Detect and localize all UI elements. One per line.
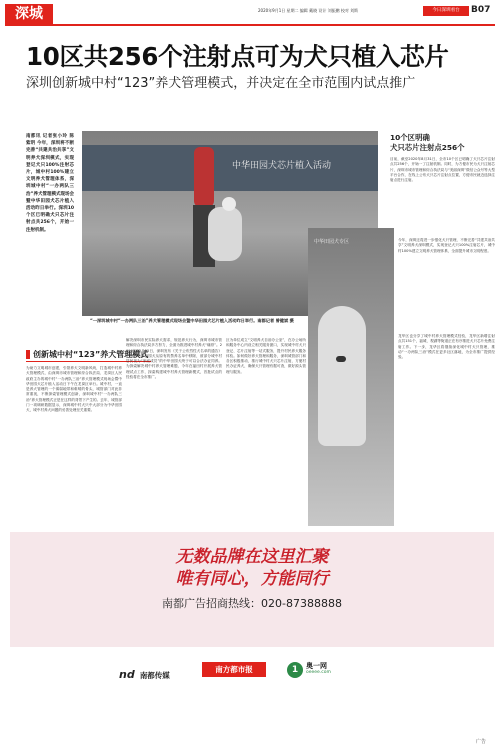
section2-heading-line2: 犬只芯片注射点256个 (390, 143, 465, 152)
subheadline: 深圳创新城中村“123”养犬管理模式，并决定在全市范围内试点推广 (26, 76, 416, 91)
section1-col1: 为助力文明城市创建，引领养犬文明新风尚，打造城中村养犬管理模式，由深圳市城市管理和综合执法局、龙岗区人民政府主办的城中村“一办两队三治”养犬管理模式现场会暨中华田园犬芯片植入活动日下午在龙岗区举行。城中村，一直是养犬管理的一个薄弱地带和难啃的骨头，城管部门对此非常重视，不断探索管理模式创新，深圳城中村“一办两队三治”养犬管理模式正是在这样的背景下产生的。去年，城管部门一项调研数据显示，深圳城中村犬只中大部分为中华田园犬，城中村养犬问题的妥善处理至关重要。 (26, 366, 122, 413)
ad-hotline: 南都广告招商热线：020-87388888 (162, 597, 342, 610)
section1-heading: 创新城中村“123”养犬管理模式 (33, 350, 149, 359)
section2-text-a: 目前，截至2020年8月31日，全市10个区已明确了犬只芯片注射点共256个，开始一了注射机制。同时，为方便市民为犬只注射芯片，深圳市城市管理和综合执法局与“美丽深圳”微信公众号等大型平台合作，在线上公布犬只芯片注射点位置，方便市民就近选择注射点进行注射。 (390, 157, 495, 183)
logo1-text: 南都传媒 (139, 671, 170, 680)
nd-icon: nd (119, 668, 135, 681)
page-number: B07 (471, 5, 491, 15)
logo-nandu-media (119, 663, 199, 681)
page-badge: 今日深圳看台 (423, 6, 469, 16)
logo3-text: 奥一网 (306, 662, 327, 670)
photo2-sign: 中华田园犬专区 (314, 239, 350, 245)
section2-text-c: 龙华区也分享了城中村养犬管理模式经验，龙华区新增注射点共151个，福城、观湖等街道正在有序推进犬只芯片免费注射工作。下一步，龙华区将继续深化城中村犬只管理，推动“一办两队三治”模式在更多社区落地，为全市推广提供经验。 (398, 334, 495, 360)
headline: 10区共256个注射点可为犬只植入芯片 (26, 42, 449, 71)
lead-block (26, 133, 74, 234)
logo-oeeee (287, 660, 347, 682)
finger-figure (318, 306, 366, 446)
header-rule (5, 24, 495, 26)
footer-corner: 广告 (476, 739, 487, 745)
ad-block (10, 532, 494, 647)
section-tag: 深城 (5, 4, 53, 24)
section1-col3: 区为单位成立“文明养犬自治办公室”，在办公场所和服务中心内设立相关服务窗口，实现城中村犬只登记、芯片注射等一站式服务，提升村民养犬服务体验。如何做好养犬管理和服务，深圳城管部门和各区积极推动，推行城中村犬只芯片注射，方便村民办证养犬，确保犬只管理有据可查，做好源头管理与服务。 (226, 338, 306, 374)
photo-caption: “一深圳城中村“一办两队三治”养犬管理模式现场会暨中华田园犬芯片植入活动昨日举行。南都记者 曾健斌 摄 (90, 318, 294, 323)
ad-line2: 唯有同心，方能同行 (175, 569, 329, 589)
lead-byline: 南都讯 记者张小玲 陈紫玥 (26, 134, 74, 147)
section1-col2: 解决深圳市民实际养犬需求，规范养犬行为，深圳市城市管理和综合执法局多方努力，全面为推进城中村养犬“痛骨”。2019年12月25日，深圳发布《关于公布烈性犬名单的通告》正式将中华田园犬从原有的禁养名单中移除，被部分城中村居民视为“家庭成员”的中华田园犬终于可以合法办证饲养。为探索解决城中村养犬管理难题，今年在福田村开展养犬管理试点工作，探索构建城中村养犬管理新模式，首批试点的经验将在全市推广。 (126, 338, 222, 380)
ad-line1: 无数品牌在这里汇聚 (175, 547, 329, 567)
chip-photo (308, 228, 394, 526)
photo-banner: 中华田园犬芯片植入活动 (232, 161, 332, 171)
section2-heading (390, 133, 495, 153)
section2-heading-line1: 10个区明确 (390, 133, 430, 142)
logo-nanfang-dushibao: 南方都市报 (202, 662, 266, 677)
person-figure (194, 147, 214, 207)
oeeee-circle-icon: 1 (287, 662, 303, 678)
section1-marker (26, 350, 30, 359)
dog-head (222, 197, 236, 211)
lead-text: 今年，深圳将不断完善“共建共治共享”文明养犬深圳模式，实现登记犬只100%注射芯片，城中村100%建立文明养犬管理体系，深圳城中村“一办两队三治”养犬管理模式现场会暨中华田园犬芯片植入活动昨日举行。深圳10个区已明确犬只芯片注射点共256个，开始一注射机制。 (26, 141, 75, 233)
chip-mark (336, 356, 346, 362)
date-line: 2020年9月1日 星期二 编辑 戴晓 设计 刘振鹏 校对 刘斯 (258, 8, 359, 13)
section2-text-b: 今年，深圳还将进一步强化犬只管理，不断完善“共建共治共享”文明养犬深圳模式，实现登记犬只100%注射芯片，城中村100%建立文明养犬管理体系，全面提升城市文明程度。 (398, 238, 495, 253)
logo3-sub: oeeee.com (306, 670, 331, 675)
dog-figure (208, 207, 242, 261)
